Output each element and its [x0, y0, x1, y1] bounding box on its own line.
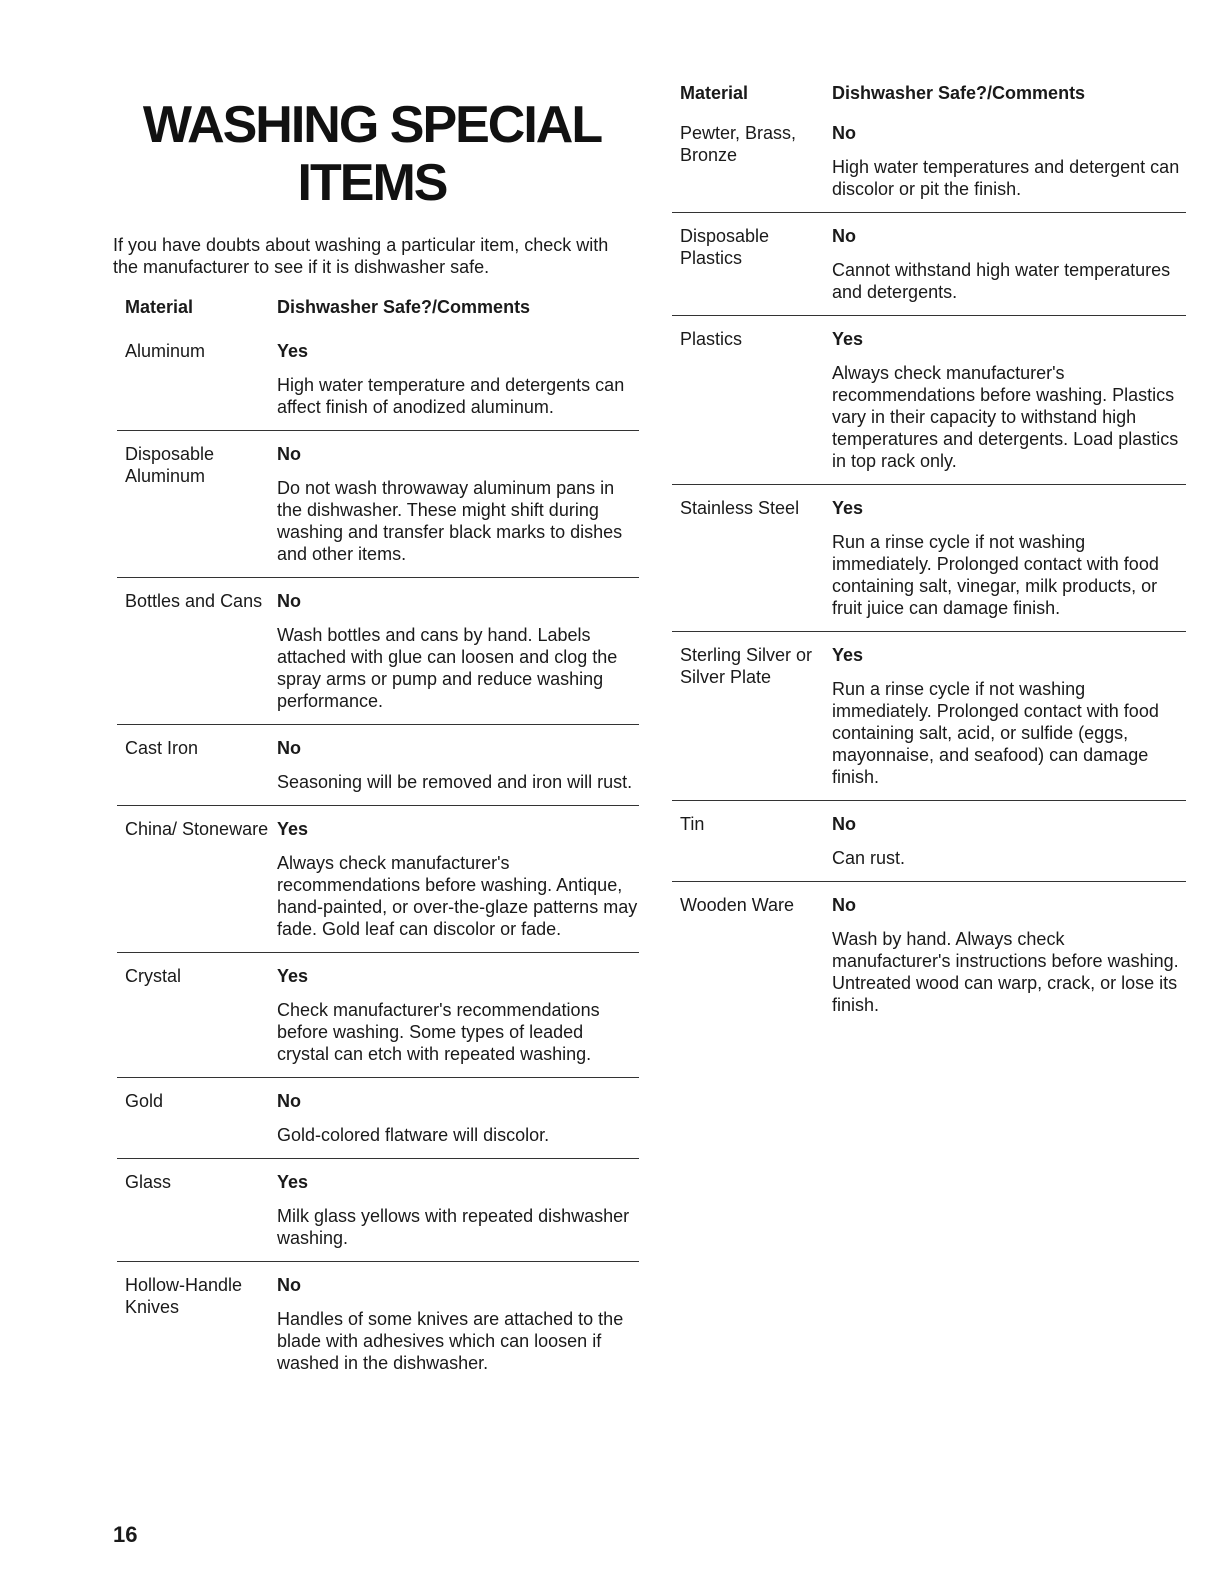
row-comment: Milk glass yellows with repeated dishwasher washing. [277, 1206, 630, 1248]
header-safe: Dishwasher Safe?/Comments [832, 83, 1086, 103]
page-number: 16 [113, 1522, 138, 1547]
row-safe: No [832, 123, 856, 143]
table-row [117, 330, 639, 430]
row-safe: No [277, 591, 301, 611]
row-comment: Always check manufacturer's recommendations before washing. Plastics vary in their capacity to withstand high temperatures and detergents. Load plastics in top rack only. [832, 363, 1179, 471]
header-material: Material [125, 297, 194, 317]
row-comment: Seasoning will be removed and iron will rust. [277, 772, 633, 792]
page-title: WASHING SPECIAL ITEMS [142, 96, 602, 212]
row-safe: No [277, 444, 301, 464]
row-material: Stainless Steel [680, 498, 800, 518]
row-comment: Do not wash throwaway aluminum pans in the dishwasher. These might shift during washing and transfer black marks to dishes and other items. [277, 478, 623, 564]
row-comment: Wash by hand. Always check manufacturer's instructions before washing. Untreated wood can warp, crack, or lose its finish. [832, 929, 1179, 1015]
row-material: Hollow-Handle Knives [125, 1275, 243, 1317]
header-safe: Dishwasher Safe?/Comments [277, 297, 531, 317]
row-safe: No [832, 895, 856, 915]
row-material: Disposable Aluminum [125, 444, 215, 486]
row-material: Tin [680, 814, 705, 834]
row-material: Cast Iron [125, 738, 199, 758]
row-comment: Gold-colored flatware will discolor. [277, 1125, 550, 1145]
row-material: Aluminum [125, 341, 206, 361]
row-safe: No [832, 814, 856, 834]
table-row [672, 112, 1186, 212]
row-safe: No [277, 1275, 301, 1295]
row-comment: Handles of some knives are attached to the blade with adhesives which can loosen if washed in the dishwasher. [277, 1309, 624, 1373]
row-safe: Yes [277, 966, 309, 986]
row-safe: No [832, 226, 856, 246]
row-comment: Wash bottles and cans by hand. Labels attached with glue can loosen and clog the spray arms or pump and reduce washing performance. [277, 625, 618, 711]
row-comment: Can rust. [832, 848, 906, 868]
row-comment: Check manufacturer's recommendations before washing. Some types of leaded crystal can etch with repeated washing. [277, 1000, 600, 1064]
table-row [672, 212, 1186, 315]
table-row [672, 315, 1186, 484]
table-header [672, 82, 1186, 112]
table-row [672, 631, 1186, 800]
table-row [117, 1158, 639, 1261]
table-row [117, 1261, 639, 1386]
table-row [117, 952, 639, 1077]
intro-text: If you have doubts about washing a particular item, check with the manufacturer to see if it is dishwasher safe. [113, 235, 609, 277]
table-row [672, 800, 1186, 881]
header-material: Material [680, 83, 749, 103]
row-safe: Yes [832, 498, 864, 518]
table-header [117, 296, 639, 330]
row-comment: Run a rinse cycle if not washing immediately. Prolonged contact with food containing salt, acid, or sulfide (eggs, mayonnaise, and seafood) can damage finish. [832, 679, 1159, 787]
row-comment: High water temperatures and detergent can discolor or pit the finish. [832, 157, 1180, 199]
right-table [672, 82, 1186, 1028]
row-material: Bottles and Cans [125, 591, 263, 611]
row-material: Crystal [125, 966, 182, 986]
row-comment: Run a rinse cycle if not washing immediately. Prolonged contact with food containing salt, vinegar, milk products, or fruit juice can damage finish. [832, 532, 1159, 618]
table-row [117, 805, 639, 952]
row-material: Wooden Ware [680, 895, 795, 915]
row-comment: Always check manufacturer's recommendations before washing. Antique, hand-painted, or over-the-glaze patterns may fade. Gold leaf can discolor or fade. [277, 853, 638, 939]
table-row [117, 430, 639, 577]
row-safe: Yes [277, 341, 309, 361]
row-safe: No [277, 738, 301, 758]
row-material: Plastics [680, 329, 743, 349]
row-safe: Yes [277, 1172, 309, 1192]
table-row [672, 881, 1186, 1028]
table-row [117, 577, 639, 724]
table-row [117, 724, 639, 805]
table-row [117, 1077, 639, 1158]
table-row [672, 484, 1186, 631]
row-safe: Yes [832, 645, 864, 665]
row-material: Gold [125, 1091, 164, 1111]
row-material: Pewter, Brass, Bronze [680, 123, 797, 165]
left-table [117, 296, 639, 1386]
row-safe: No [277, 1091, 301, 1111]
row-material: Disposable Plastics [680, 226, 770, 268]
row-safe: Yes [277, 819, 309, 839]
row-material: China/ Stoneware [125, 819, 269, 839]
row-safe: Yes [832, 329, 864, 349]
row-material: Glass [125, 1172, 172, 1192]
row-comment: Cannot withstand high water temperatures and detergents. [832, 260, 1171, 302]
row-comment: High water temperature and detergents can affect finish of anodized aluminum. [277, 375, 625, 417]
row-material: Sterling Silver or Silver Plate [680, 645, 813, 687]
